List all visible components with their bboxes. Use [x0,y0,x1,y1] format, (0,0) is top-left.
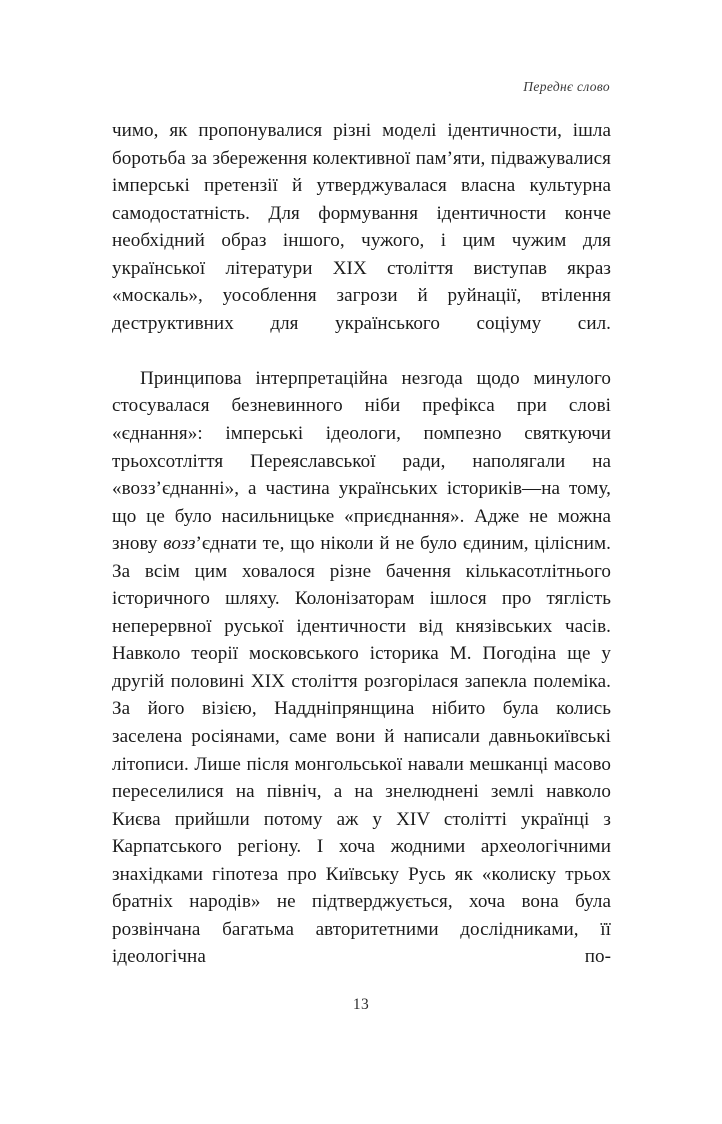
page-number: 13 [352,996,370,1013]
body-text-block [112,117,611,999]
paragraph-text-lead: Принципова інтерпретаційна незгода щодо минулого стосувалася безневинного ніби префікса при слові «єднання»: імперські ідеологи, помпезно святкуючи трьохсотліття Переяславської ради, наполягали на «возз’єднанні», а частина українських істориків—на тому, що це було насильницьке «приєднання». Адже не можна знову [112,367,611,555]
paragraph-continued [112,117,611,365]
paragraph-text: чимо, як пропонувалися різні моделі ідентичности, ішла боротьба за збереження колективної пам’яти, підважувалися імперські претензії й утверджувалася власна культурна самодостатність. Для формування ідентичности конче необхідний образ іншого, чужого, і цим чужим для української літератури XIX століття виступав якраз «москаль», уособлення загрози й руйнації, втілення деструктивних для українського соціуму сил. [112,120,611,334]
paragraph-interpretation [112,365,611,999]
paragraph-text-tail: ’єднати те, що ніколи й не було єдиним, цілісним. За всім цим ховалося різне бачення кількасотлітнього історичного шляху. Колонізаторам ішлося про тяглість неперервної руської ідентичности від князівських часів. Навколо теорії московського історика М. Погодіна ще у другій половині XIX століття розгорілася запекла полеміка. За його візією, Наддніпрянщина нібито була колись заселена росіянами, саме вони й написали давньокиївські літописи. Лише після монгольської навали мешканці масово переселилися на північ, а на знелюднені землі навколо Києва прийшли потому аж у XIV столітті українці з Карпатського регіону. І хоча жодними археологічними знахідками гіпотеза про Київську Русь як «колиску трьох братніх народів» не підтверджується, хоча вона була розвінчана багатьма авторитетними дослідниками, її ідеологічна по- [112,533,611,968]
running-header: Переднє слово [523,79,610,94]
emphasis-prefix: возз [163,533,196,555]
